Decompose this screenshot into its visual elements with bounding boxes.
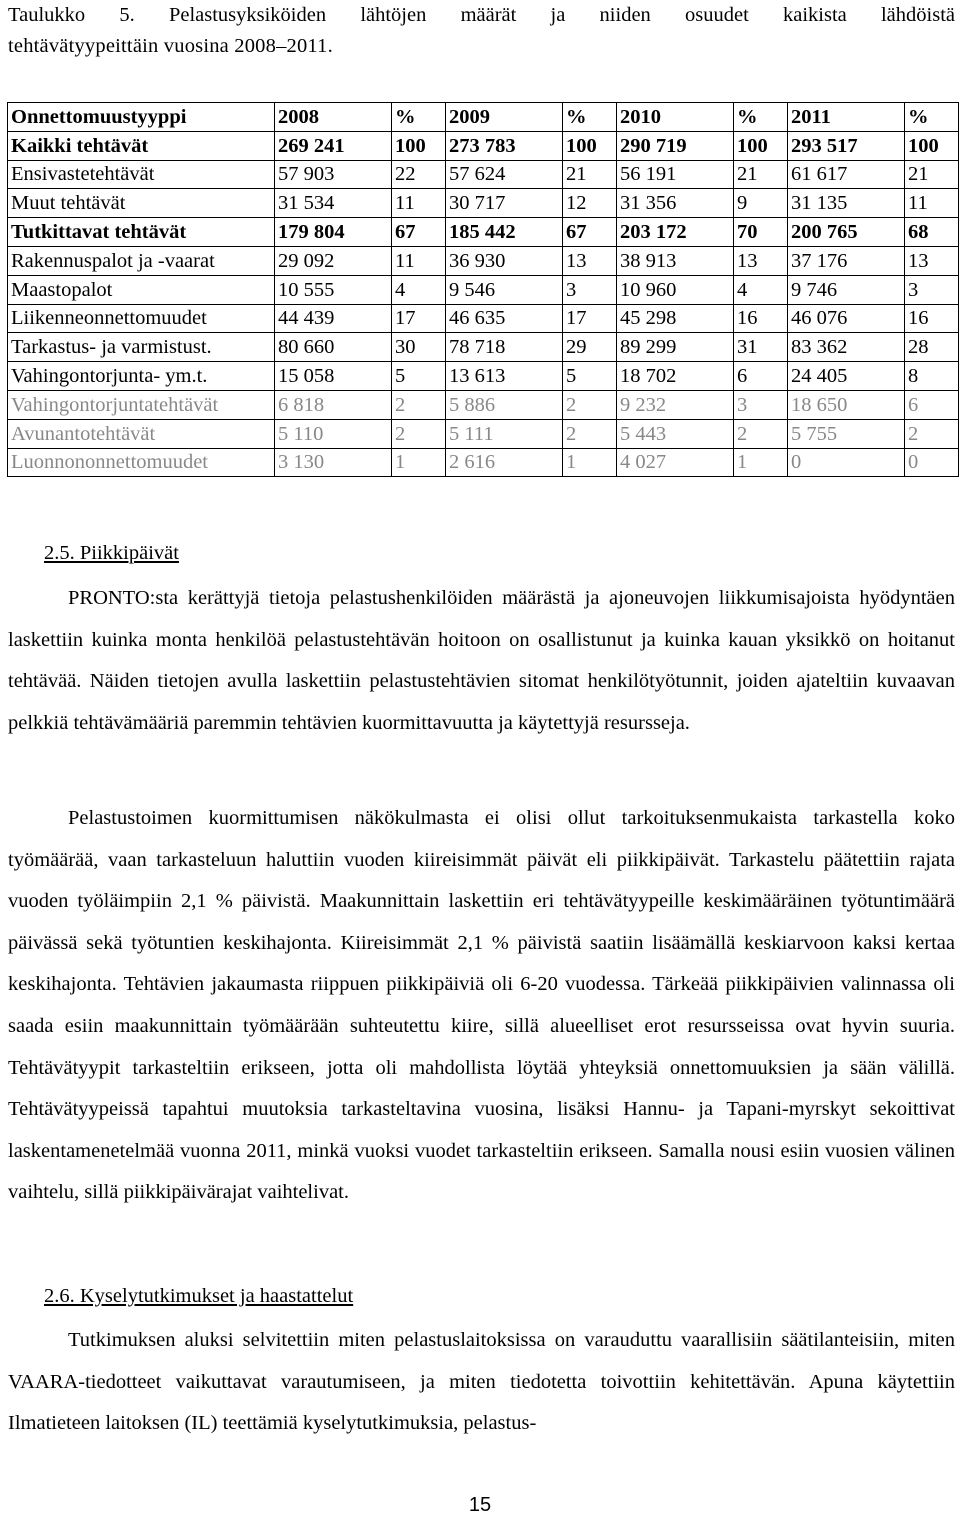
table-header-row [8,103,959,132]
table-cell: 3 [905,275,959,304]
table-cell: 13 [563,246,617,275]
table-cell: 100 [563,131,617,160]
table-cell: 273 783 [446,131,563,160]
table-cell: 5 111 [446,419,563,448]
paragraph [8,798,955,1214]
table-cell: 11 [392,246,446,275]
table-cell: 36 930 [446,246,563,275]
table-cell: 5 [392,362,446,391]
table-cell: 13 [905,246,959,275]
table-cell: 5 [563,362,617,391]
table-cell: 9 [734,189,788,218]
table-cell: 46 635 [446,304,563,333]
table-cell: 18 702 [617,362,734,391]
table-cell: 18 650 [788,390,905,419]
table-cell: 21 [905,160,959,189]
table-cell: Liikenneonnettomuudet [8,304,275,333]
table-cell: 9 232 [617,390,734,419]
table-cell: Vahingontorjunta- ym.t. [8,362,275,391]
table-cell: 0 [905,448,959,477]
table-cell: 17 [392,304,446,333]
table-cell: 293 517 [788,131,905,160]
table-header-cell: % [563,103,617,132]
table-cell: 2 616 [446,448,563,477]
table-cell: 70 [734,218,788,247]
table-header-cell: % [392,103,446,132]
table-cell: Tarkastus- ja varmistust. [8,333,275,362]
table-cell: 1 [392,448,446,477]
table-cell: 4 [734,275,788,304]
table-cell: 16 [905,304,959,333]
table-cell: 10 960 [617,275,734,304]
table-row [8,419,959,448]
table-cell: 1 [734,448,788,477]
table-cell: 78 718 [446,333,563,362]
table-cell: Avunantotehtävät [8,419,275,448]
table-cell: Maastopalot [8,275,275,304]
table-cell: 3 130 [275,448,392,477]
table-cell: 11 [905,189,959,218]
table-cell: Ensivastetehtävät [8,160,275,189]
table-cell: 31 [734,333,788,362]
table-cell: 203 172 [617,218,734,247]
table-cell: 6 [905,390,959,419]
table-cell: 1 [563,448,617,477]
table-cell: 37 176 [788,246,905,275]
table-header-cell: 2009 [446,103,563,132]
table-cell: 89 299 [617,333,734,362]
table-row [8,189,959,218]
table-cell: Muut tehtävät [8,189,275,218]
table-cell: 29 [563,333,617,362]
paragraph-text: Tutkimuksen aluksi selvitettiin miten pelastuslaitoksissa on varauduttu vaarallisiin säätilanteisiin, miten VAARA-tiedotteet vaikuttavat varautumiseen, ja miten tiedotetta toivottiin kehitettävän. Apuna käytettiin Ilmatieteen laitoksen (IL) teettämiä kyselytutkimuksia, pelastus- [8,1329,955,1435]
table-cell: 44 439 [275,304,392,333]
table-cell: Kaikki tehtävät [8,131,275,160]
section-heading-kyselytutkimukset: 2.6. Kyselytutkimukset ja haastattelut [44,1285,354,1307]
table-cell: 200 765 [788,218,905,247]
table-cell: 21 [734,160,788,189]
table-cell: 67 [392,218,446,247]
table-cell: 4 [392,275,446,304]
table-row [8,218,959,247]
paragraph-text: Pelastustoimen kuormittumisen näkökulmasta ei olisi ollut tarkoituksenmukaista tarkastella koko työmäärää, vaan tarkasteluun haluttiin vuoden kiireisimmät päivät eli piikkipäivät. Tarkastelu päätettiin rajata vuoden työläimpiin 2,1 % päivistä. Maakunnittain laskettiin eri tehtävätyypeille keskimääräinen työtuntimäärä päivässä sekä työtuntien keskihajonta. Kiireisimmät 2,1 % päivistä saatiin lisäämällä keskiarvoon kaksi kertaa keskihajonta. Tehtävien jakaumasta riippuen piikkipäiviä oli 6-20 vuodessa. Tärkeää piikkipäivien valinnassa oli saada esiin maakunnittain työmäärään suhteutettu kiire, sillä alueelliset erot resursseissa ovat hyvin suuria. Tehtävätyypit tarkasteltiin erikseen, jotta oli mahdollista löytää yhteyksiä onnettomuuksien ja sään välillä. Tehtävätyypeissä tapahtui muutoksia tarkasteltavina vuosina, lisäksi Hannu- ja Tapani-myrskyt sekoittivat laskentamenetelmää vuonna 2011, minkä vuoksi vuodet tarkasteltiin erikseen. Samalla nousi esiin vuosien välinen vaihtelu, sillä piikkipäivärajat vaihtelivat. [8,807,955,1204]
table-cell: 4 027 [617,448,734,477]
table-cell: 13 613 [446,362,563,391]
table-cell: 28 [905,333,959,362]
table-cell: 45 298 [617,304,734,333]
table-cell: 83 362 [788,333,905,362]
table-cell: 16 [734,304,788,333]
table-cell: 0 [788,448,905,477]
table-cell: Vahingontorjuntatehtävät [8,390,275,419]
table-cell: Tutkittavat tehtävät [8,218,275,247]
table-body [8,103,959,477]
paragraph-text: PRONTO:sta kerättyjä tietoja pelastushenkilöiden määrästä ja ajoneuvojen liikkumisajoista hyödyntäen laskettiin kuinka monta henkilöä pelastustehtävän hoitoon on osallistunut ja kuinka kauan yksikkö on hoitanut tehtävää. Näiden tietojen avulla laskettiin pelastustehtävien sitomat henkilötyötunnit, joiden ajateltiin kuvaavan pelkkiä tehtävämääriä paremmin tehtävien kuormittavuutta ja käytettyjä resursseja. [8,587,955,734]
table-cell: 269 241 [275,131,392,160]
table-cell: 12 [563,189,617,218]
table-cell: 31 534 [275,189,392,218]
table-cell: 3 [563,275,617,304]
page-number: 15 [468,1494,492,1516]
table-header-cell: % [734,103,788,132]
table-cell: 61 617 [788,160,905,189]
table-cell: 9 746 [788,275,905,304]
table-row [8,304,959,333]
table-cell: 5 110 [275,419,392,448]
table-cell: 30 [392,333,446,362]
table-cell: 185 442 [446,218,563,247]
statistics-table [7,102,959,477]
table-cell: 100 [392,131,446,160]
table-row [8,448,959,477]
table-header-cell: % [905,103,959,132]
caption-line-2: tehtävätyypeittäin vuosina 2008–2011. [8,35,333,57]
table-cell: 29 092 [275,246,392,275]
table-cell: 17 [563,304,617,333]
table-header-cell: 2008 [275,103,392,132]
table-cell: 31 356 [617,189,734,218]
table-cell: 5 755 [788,419,905,448]
table-cell: 2 [563,419,617,448]
table-cell: 2 [563,390,617,419]
table-cell: 13 [734,246,788,275]
table-cell: 100 [905,131,959,160]
table-cell: 30 717 [446,189,563,218]
table-cell: 9 546 [446,275,563,304]
caption-line-1: Taulukko 5. Pelastusyksiköiden lähtöjen määrät ja niiden osuudet kaikista lähdöistä [8,4,955,26]
table-cell: 21 [563,160,617,189]
paragraph [8,578,955,744]
table-row [8,333,959,362]
table-cell: 2 [392,419,446,448]
table-cell: 2 [734,419,788,448]
table-cell: 67 [563,218,617,247]
table-cell: 290 719 [617,131,734,160]
table-cell: 8 [905,362,959,391]
table-cell: 22 [392,160,446,189]
table-cell: 46 076 [788,304,905,333]
table-cell: 57 624 [446,160,563,189]
table-cell: Rakennuspalot ja -vaarat [8,246,275,275]
table-cell: 80 660 [275,333,392,362]
table-row [8,131,959,160]
table-row [8,390,959,419]
table-cell: 179 804 [275,218,392,247]
table-cell: 5 886 [446,390,563,419]
table-row [8,362,959,391]
table-cell: 5 443 [617,419,734,448]
table-cell: 2 [392,390,446,419]
table-header-cell: 2010 [617,103,734,132]
table-cell: Luonnononnettomuudet [8,448,275,477]
table-row [8,246,959,275]
paragraph [8,1320,955,1445]
table-cell: 100 [734,131,788,160]
table-cell: 3 [734,390,788,419]
table-caption [8,0,955,62]
table-cell: 10 555 [275,275,392,304]
table-cell: 56 191 [617,160,734,189]
table-cell: 11 [392,189,446,218]
table-cell: 38 913 [617,246,734,275]
table-row [8,275,959,304]
table-cell: 68 [905,218,959,247]
table-cell: 2 [905,419,959,448]
table-cell: 6 818 [275,390,392,419]
table-header-cell: Onnettomuustyyppi [8,103,275,132]
table-cell: 6 [734,362,788,391]
table-cell: 57 903 [275,160,392,189]
table-cell: 31 135 [788,189,905,218]
section-heading-piikkipaivat: 2.5. Piikkipäivät [44,542,179,564]
table-cell: 24 405 [788,362,905,391]
table-cell: 15 058 [275,362,392,391]
table-header-cell: 2011 [788,103,905,132]
table-row [8,160,959,189]
